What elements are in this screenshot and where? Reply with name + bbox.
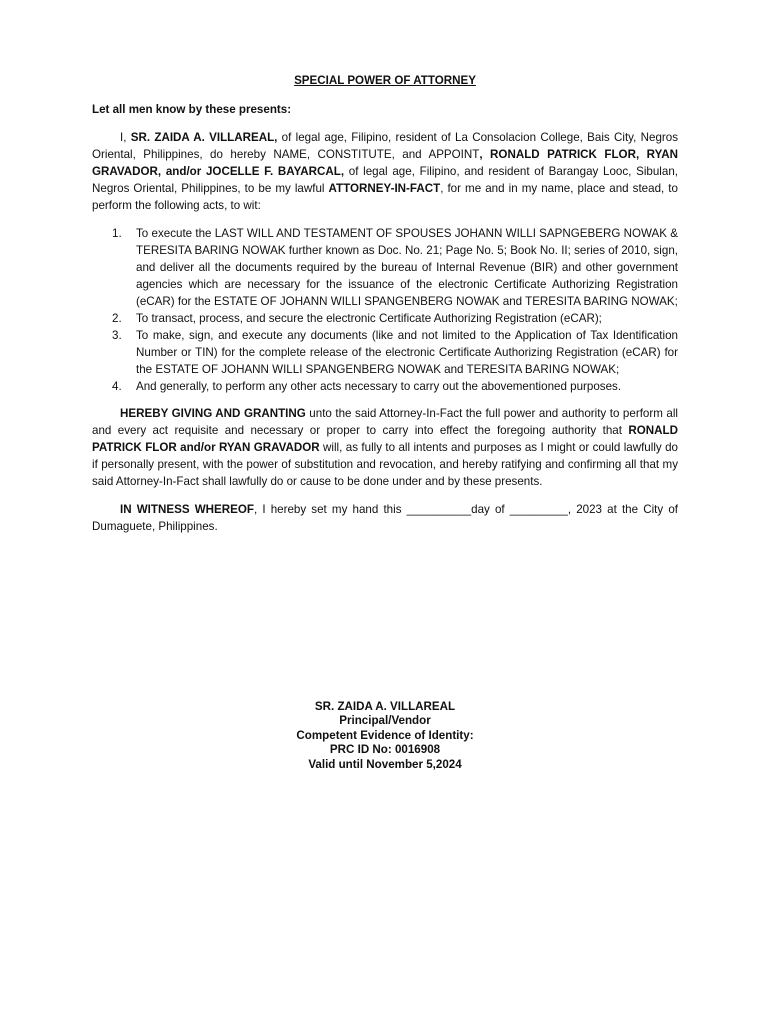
acts-list [92,225,678,395]
list-item-number: 3. [112,329,122,342]
list-item-number: 4. [112,380,122,393]
list-item-text: To execute the LAST WILL AND TESTAMENT OF SPOUSES JOHANN WILLI SAPNGEBERG NOWAK & TERESITA BARING NOWAK further known as Doc. No. 21; Page No. 5; Book No. II; series of 2010, sign, and deliver all the documents required by the bureau of Internal Revenue (BIR) and other government agencies which are necessary for the issuance of the electronic Certificate Authorizing Registration (eCAR) for the ESTATE OF JOHANN WILLI SPANGENBERG NOWAK and TERESITA BARING NOWAK; [136,227,678,308]
document-title: SPECIAL POWER OF ATTORNEY [294,74,476,87]
list-item-number: 2. [112,312,122,325]
greeting: Let all men know by these presents: [92,103,292,116]
list-item [112,378,678,395]
id-validity: Valid until November 5,2024 [308,757,462,771]
witness-paragraph [92,501,678,535]
prc-id: PRC ID No: 0016908 [329,743,441,757]
intro-attorneys: , RONALD PATRICK FLOR, RYAN GRAVADOR, and/or JOCELLE F. BAYARCAL, [92,148,678,178]
signature-block [92,700,678,772]
witness-heading: IN WITNESS WHEREOF [120,503,254,516]
intro-text-1: I, [120,131,131,144]
list-item-text: To transact, process, and secure the electronic Certificate Authorizing Registration (eCAR); [136,312,602,325]
list-item-text: And generally, to perform any other acts necessary to carry out the abovementioned purposes. [136,380,622,393]
list-item-number: 1. [112,227,122,240]
intro-text-4: , for me and in my name, place and stead, to perform the following acts, to wit: [92,182,678,212]
witness-text: , I hereby set my hand this __________day of _________, 2023 at the City of Dumaguete, Philippines. [92,503,679,533]
intro-text-2: of legal age, Filipino, resident of La Consolacion College, Bais City, Negros Oriental, Philippines, do hereby NAME, CONSTITUTE, and APPOINT [92,131,678,161]
identity-evidence-label: Competent Evidence of Identity: [296,728,474,742]
signatory-role: Principal/Vendor [339,714,431,728]
granting-text-2: will, as fully to all intents and purposes as I might or could lawfully do if personally present, with the power of substitution and revocation, and hereby ratifying and confirming all that my said Attorney-In-Fact shall lawfully do or cause to be done under and by these presents. [92,441,678,488]
granting-text-1: unto the said Attorney-In-Fact the full power and authority to perform all and every act requisite and necessary or proper to carry into effect the foregoing authority that [92,407,678,437]
list-item [112,225,678,310]
granting-heading: HEREBY GIVING AND GRANTING [120,407,306,420]
granting-attorneys: RONALD PATRICK FLOR and/or RYAN GRAVADOR [92,424,678,454]
intro-attorney-in-fact: ATTORNEY-IN-FACT [328,182,441,195]
intro-text-3: of legal age, Filipino, and resident of Barangay Looc, Sibulan, Negros Oriental, Philippines, to be my lawful [92,165,678,195]
intro-paragraph [92,129,678,214]
list-item [112,310,678,327]
intro-principal-name: SR. ZAIDA A. VILLAREAL, [130,131,278,144]
signatory-name: SR. ZAIDA A. VILLAREAL [314,700,456,713]
granting-paragraph [92,405,678,490]
document-body [92,72,679,771]
list-item [112,327,678,378]
list-item-text: To make, sign, and execute any documents (like and not limited to the Application of Tax Identification Number or TIN) for the complete release of the electronic Certificate Authorizing Registration (eCAR) for the ESTATE OF JOHANN WILLI SPANGENBERG NOWAK and TERESITA BARING NOWAK; [136,329,678,376]
